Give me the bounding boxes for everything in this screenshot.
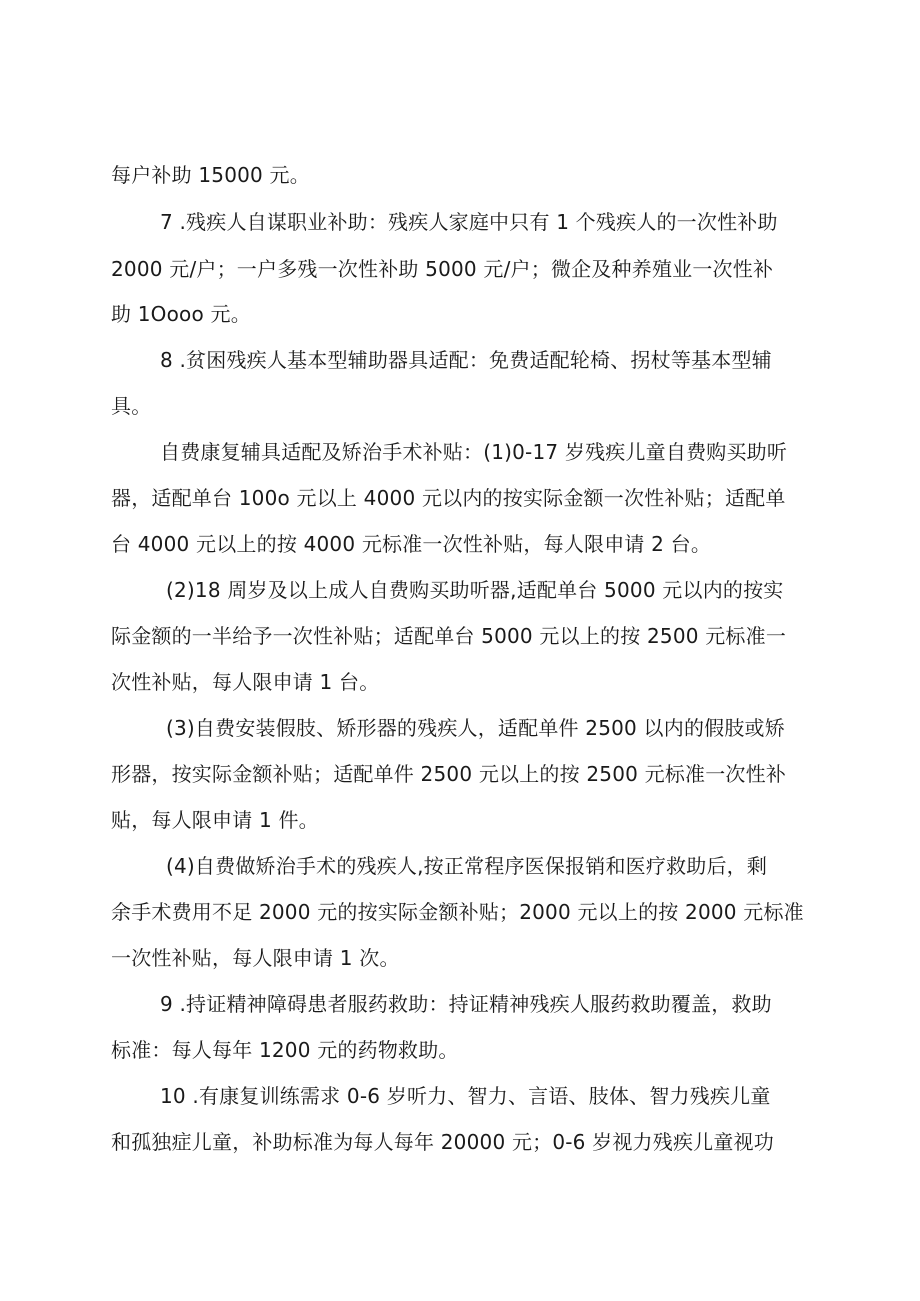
text-line: 台 4000 元以上的按 4000 元标准一次性补贴，每人限申请 2 台。 — [111, 532, 712, 556]
text-line: 助 1Oooo 元。 — [111, 302, 251, 326]
text-line: 一次性补贴，每人限申请 1 次。 — [111, 946, 400, 970]
text-line: 自费康复辅具适配及矫治手术补贴：(1)0-17 岁残疾儿童自费购买助听 — [160, 440, 788, 464]
text-line: (4)自费做矫治手术的残疾人,按正常程序医保报销和医疗救助后，剩 — [166, 854, 768, 878]
text-line: 标准：每人每年 1200 元的药物救助。 — [111, 1038, 459, 1062]
text-line: 和孤独症儿童，补助标准为每人每年 20000 元；0-6 岁视力残疾儿童视功 — [111, 1130, 774, 1154]
text-line: 7 .残疾人自谋职业补助：残疾人家庭中只有 1 个残疾人的一次性补助 — [160, 210, 778, 234]
text-line: 10 .有康复训练需求 0-6 岁听力、智力、言语、肢体、智力残疾儿童 — [160, 1084, 771, 1108]
text-line: 次性补贴，每人限申请 1 台。 — [111, 670, 380, 694]
text-line: 具。 — [111, 394, 152, 418]
text-line: 每户补助 15000 元。 — [111, 163, 310, 187]
text-line: 际金额的一半给予一次性补贴；适配单台 5000 元以上的按 2500 元标准一 — [111, 624, 787, 648]
text-line: 2000 元/户；一户多残一次性补助 5000 元/户；微企及种养殖业一次性补 — [111, 257, 774, 281]
text-line: 9 .持证精神障碍患者服药救助：持证精神残疾人服药救助覆盖，救助 — [160, 992, 772, 1016]
text-line: 器，适配单台 100o 元以上 4000 元以内的按实际金额一次性补贴；适配单 — [111, 486, 786, 510]
text-line: 形器，按实际金额补贴；适配单件 2500 元以上的按 2500 元标准一次性补 — [111, 762, 787, 786]
text-line: 8 .贫困残疾人基本型辅助器具适配：免费适配轮椅、拐杖等基本型辅 — [160, 348, 772, 372]
text-line: 贴，每人限申请 1 件。 — [111, 808, 319, 832]
text-line: (2)18 周岁及以上成人自费购买助听器,适配单台 5000 元以内的按实 — [166, 578, 784, 602]
text-line: (3)自费安装假肢、矫形器的残疾人，适配单件 2500 以内的假肢或矫 — [166, 716, 785, 740]
text-line: 余手术费用不足 2000 元的按实际金额补贴；2000 元以上的按 2000 元标准 — [111, 900, 804, 924]
